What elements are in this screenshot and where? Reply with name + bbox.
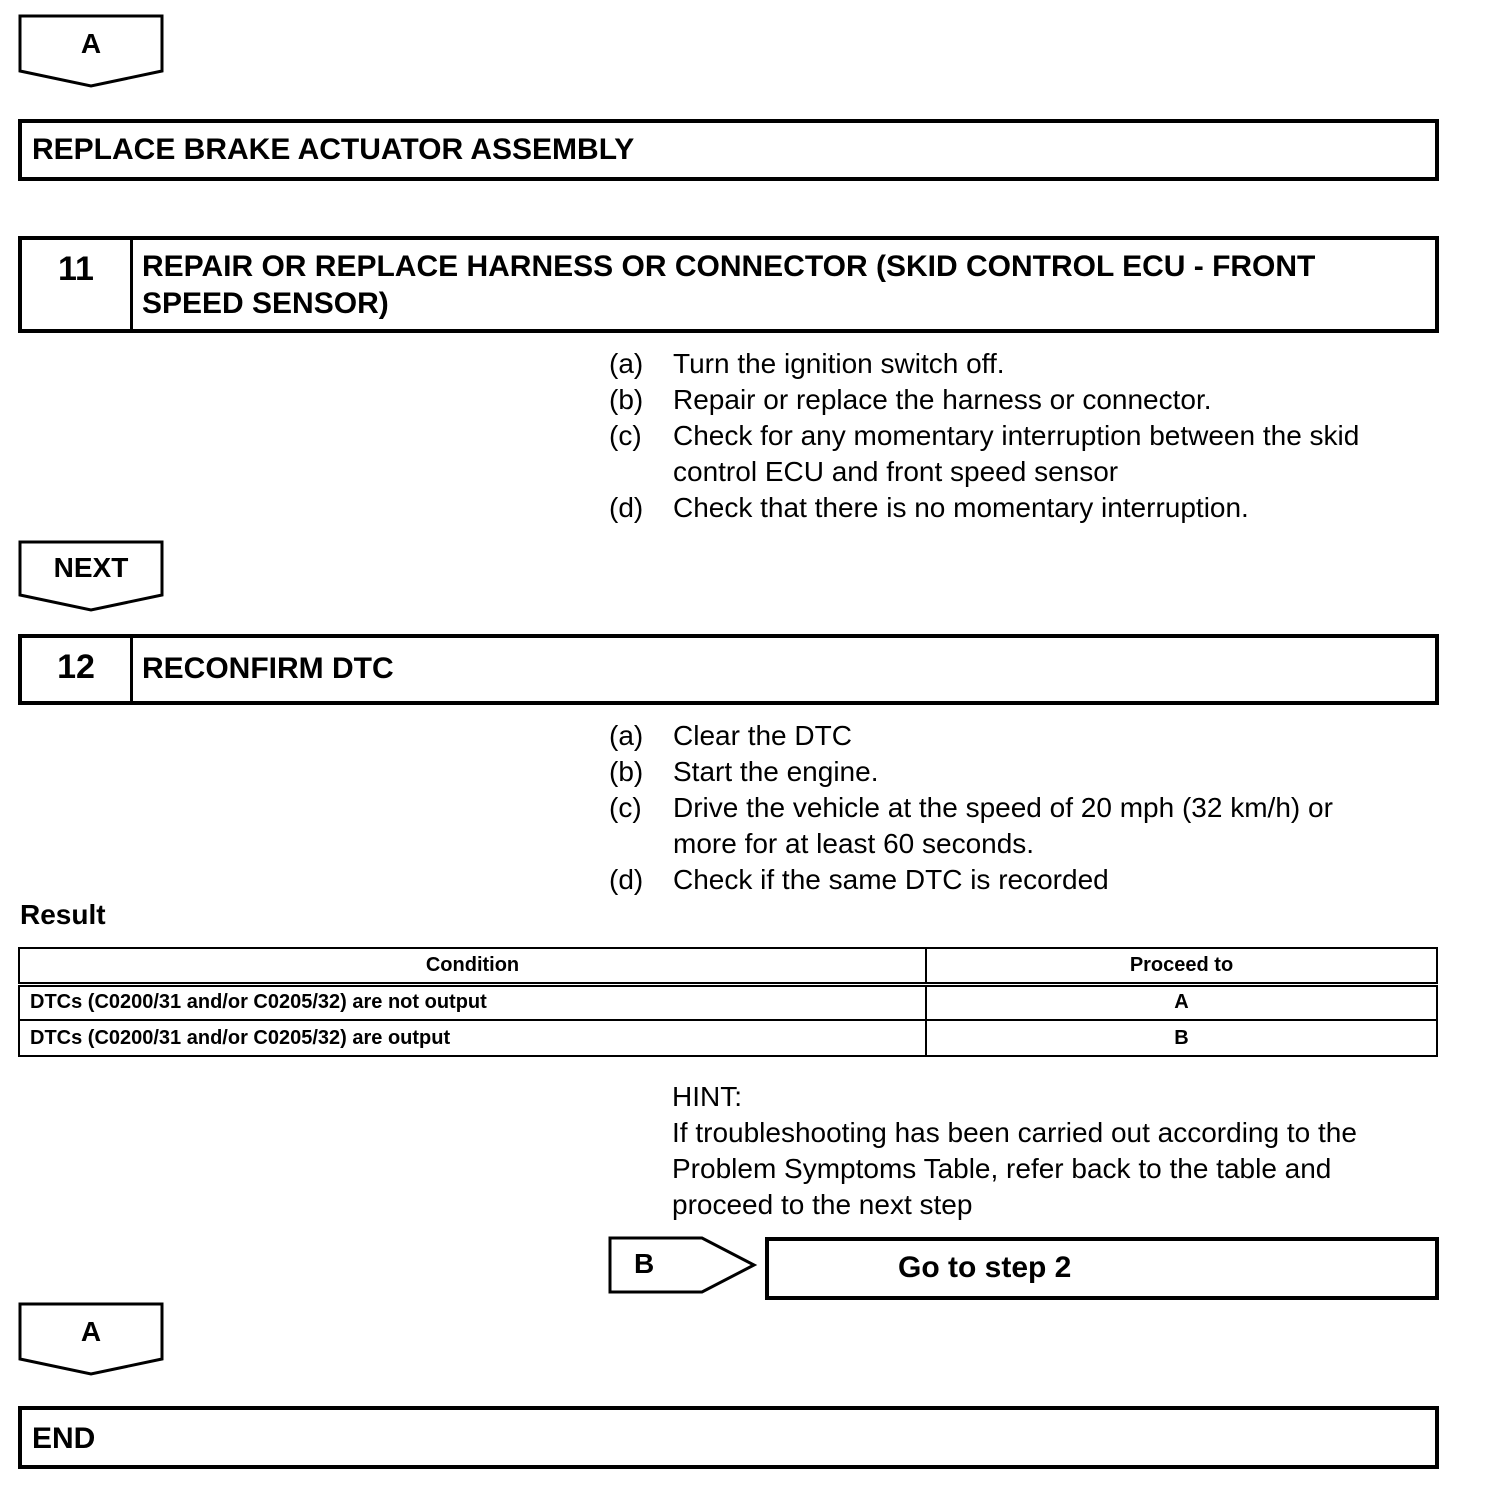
list-item [609, 382, 1439, 418]
step-11-box [18, 236, 1439, 333]
column-header-condition: Condition [19, 948, 926, 984]
item-label: (d) [609, 492, 644, 523]
item-text: Turn the ignition switch off. [673, 348, 1005, 379]
proceed-cell: A [926, 984, 1437, 1020]
list-item [609, 490, 1439, 526]
end-title: END [32, 1422, 96, 1455]
item-label: (d) [609, 864, 644, 895]
replace-actuator-title: REPLACE BRAKE ACTUATOR ASSEMBLY [32, 133, 635, 166]
item-label: (c) [609, 792, 642, 823]
branch-label: B [634, 1248, 655, 1279]
pentagon-right-icon [608, 1236, 758, 1294]
hint-line: proceed to the next step [672, 1189, 973, 1220]
item-text: Clear the DTC [673, 720, 852, 751]
go-to-step-text: Go to step 2 [898, 1251, 1072, 1284]
list-item [609, 790, 1439, 826]
connector-label: A [80, 28, 102, 59]
item-text: Repair or replace the harness or connector. [673, 384, 1212, 415]
item-text: control ECU and front speed sensor [673, 456, 1119, 487]
step-11-instructions [609, 346, 1439, 526]
proceed-cell: B [926, 1020, 1437, 1056]
table-header-row [19, 948, 1437, 984]
item-label: (a) [609, 720, 644, 751]
item-text: Start the engine. [673, 756, 879, 787]
condition-cell: DTCs (C0200/31 and/or C0205/32) are output [19, 1020, 926, 1056]
step-12-number: 12 [57, 648, 95, 686]
hint-line: Problem Symptoms Table, refer back to the table and [672, 1153, 1332, 1184]
connector-label: NEXT [53, 552, 129, 583]
list-item-continuation [609, 454, 1439, 490]
step-divider [130, 638, 133, 701]
step-12-box [18, 634, 1439, 705]
list-item [609, 754, 1439, 790]
item-text: Drive the vehicle at the speed of 20 mph (32 km/h) or [673, 792, 1333, 823]
result-table [18, 947, 1438, 1057]
branch-b-arrow [608, 1236, 758, 1294]
step-12-title: RECONFIRM DTC [142, 652, 394, 685]
connector-next [18, 540, 164, 614]
item-label: (b) [609, 756, 644, 787]
item-text: Check for any momentary interruption between the skid [673, 420, 1360, 451]
item-text: more for at least 60 seconds. [673, 828, 1035, 859]
go-to-step-box [765, 1237, 1439, 1300]
connector-label: A [80, 1316, 102, 1347]
connector-a-bottom [18, 1302, 164, 1376]
replace-actuator-box [18, 119, 1439, 181]
column-header-proceed: Proceed to [926, 948, 1437, 984]
end-box [18, 1406, 1439, 1469]
table-row [19, 1020, 1437, 1056]
result-heading: Result [20, 899, 106, 930]
hint-line: If troubleshooting has been carried out according to the [672, 1117, 1357, 1148]
item-text: Check if the same DTC is recorded [673, 864, 1109, 895]
connector-a-top [18, 14, 164, 88]
item-label: (b) [609, 384, 644, 415]
hint-block [672, 1079, 1452, 1223]
item-text: Check that there is no momentary interruption. [673, 492, 1249, 523]
step-11-title-line2: SPEED SENSOR) [142, 287, 389, 320]
step-divider [130, 240, 133, 329]
step-11-number: 11 [58, 250, 94, 288]
table-row [19, 984, 1437, 1020]
list-item [609, 718, 1439, 754]
list-item [609, 418, 1439, 454]
hint-label: HINT: [672, 1081, 742, 1112]
step-11-title-line1: REPAIR OR REPLACE HARNESS OR CONNECTOR (SKID CONTROL ECU - FRONT [142, 250, 1316, 283]
item-label: (a) [609, 348, 644, 379]
list-item-continuation [609, 826, 1439, 862]
step-12-instructions [609, 718, 1439, 898]
list-item [609, 346, 1439, 382]
list-item [609, 862, 1439, 898]
item-label: (c) [609, 420, 642, 451]
condition-cell: DTCs (C0200/31 and/or C0205/32) are not output [19, 984, 926, 1020]
